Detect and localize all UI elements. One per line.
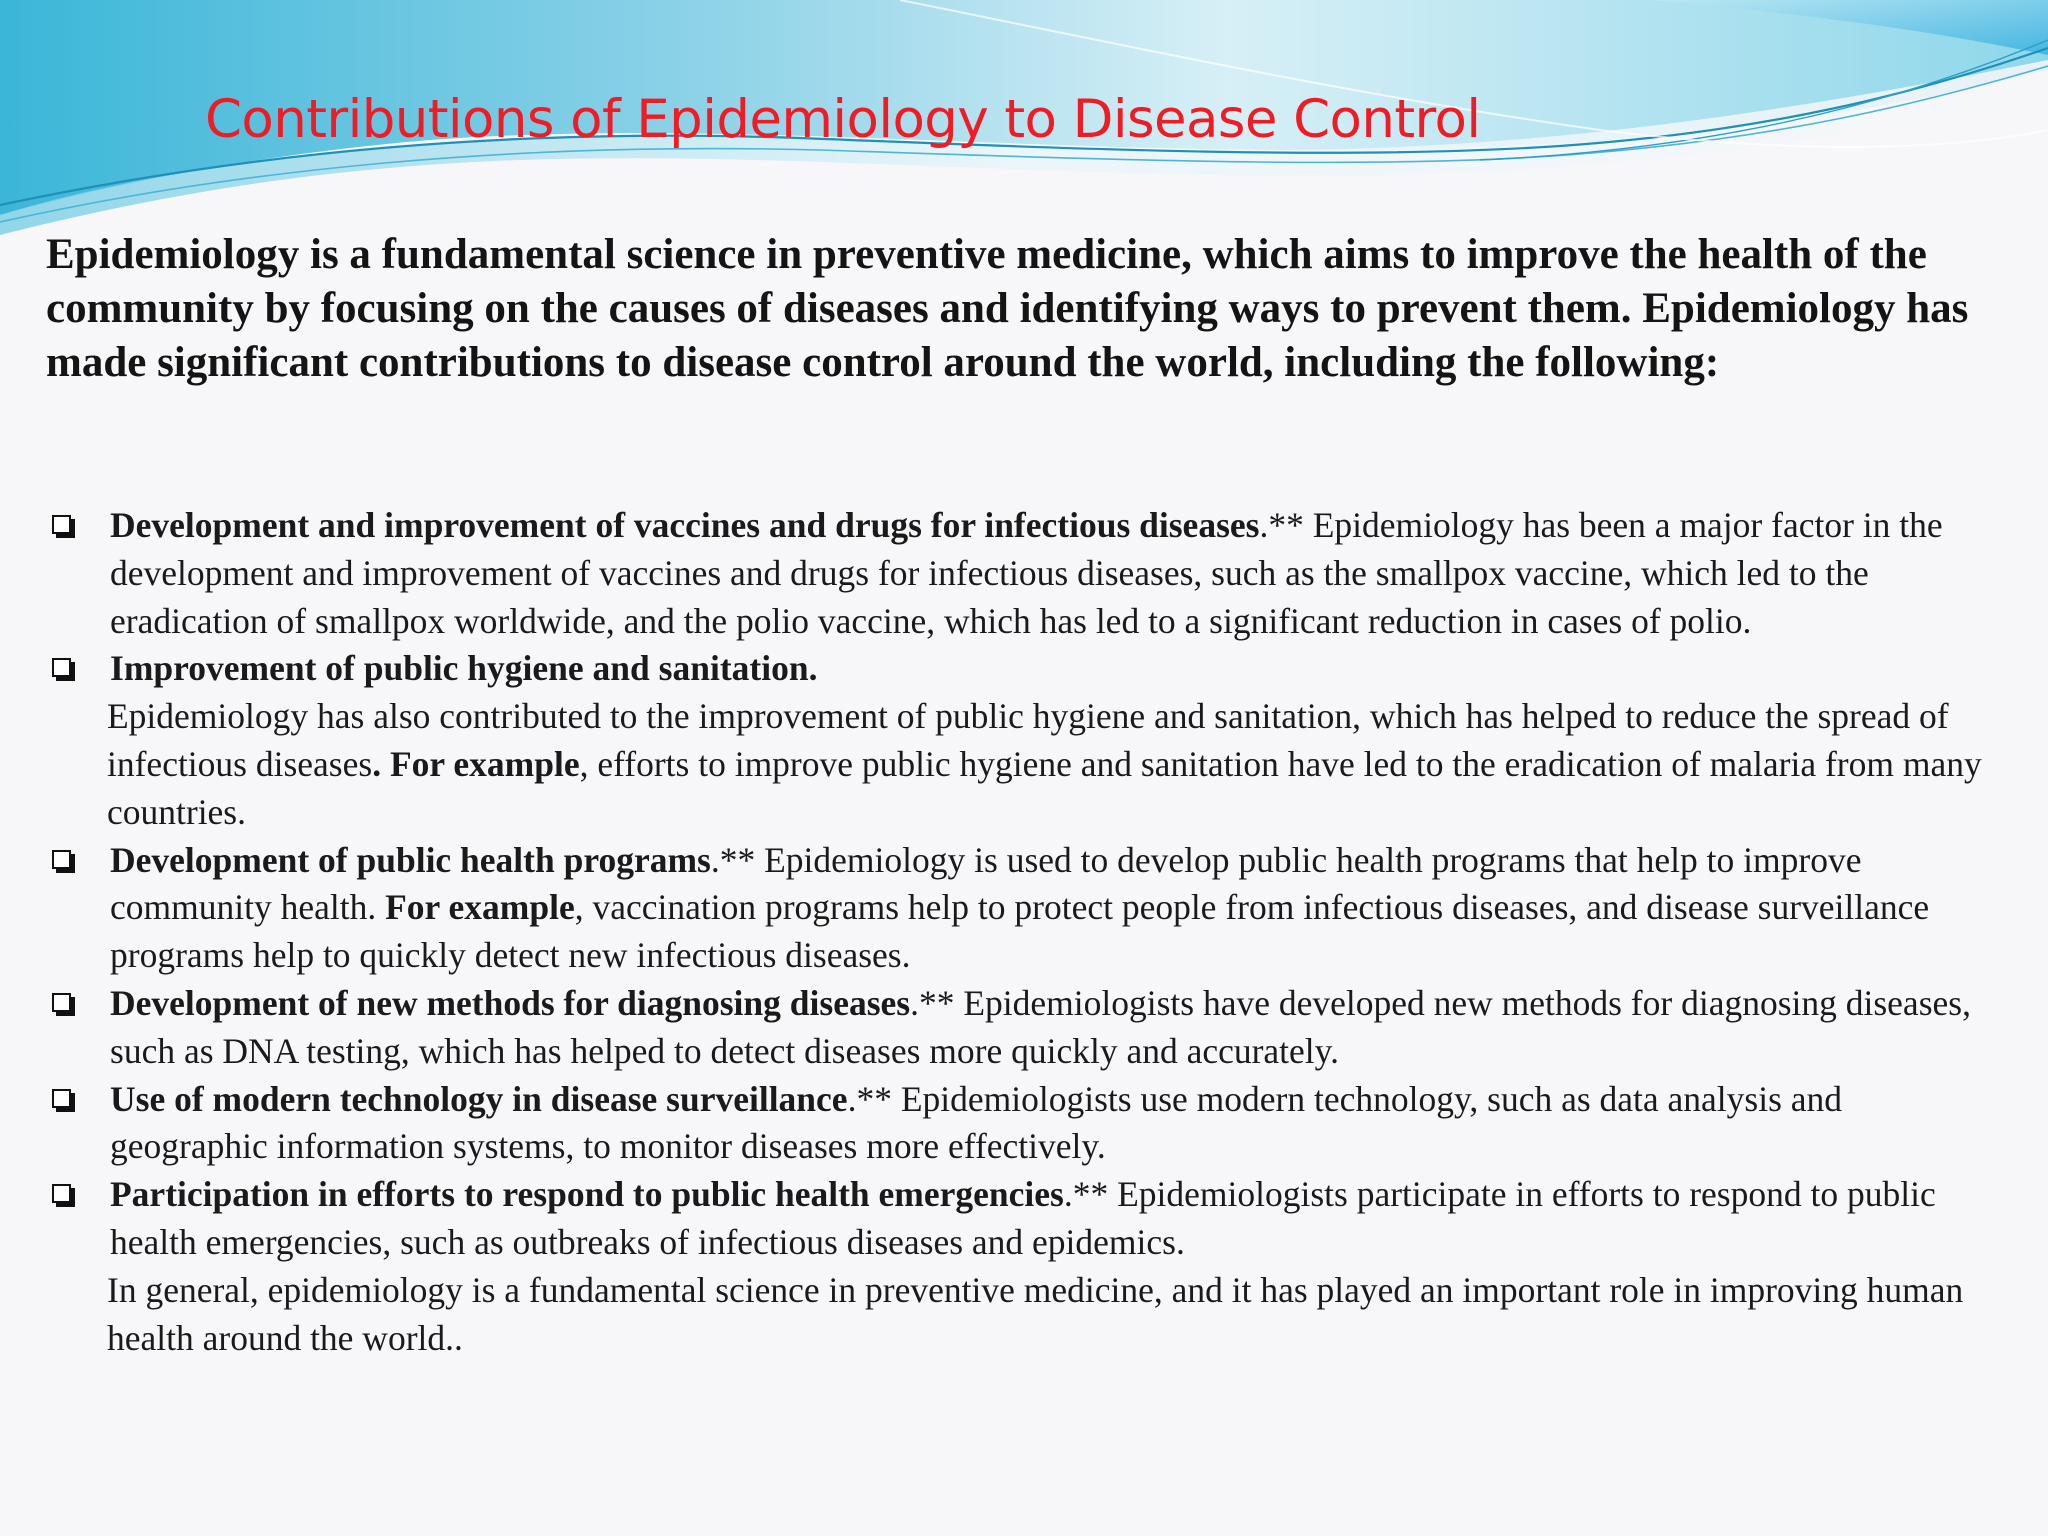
list-item [46, 645, 2008, 836]
list-item [46, 1171, 2008, 1267]
list-item [46, 1076, 2008, 1172]
checkbox-icon [52, 658, 71, 677]
slide-title: Contributions of Epidemiology to Disease Control [205, 89, 1481, 150]
contributions-list [46, 502, 2008, 1362]
list-item-body: .** Epidemiologists have developed new methods for diagnosing diseases, such as DNA testing, which has helped to detect diseases more quickly and accurately. [110, 982, 1971, 1071]
checkbox-icon [52, 515, 71, 534]
list-item-emphasis: For example [385, 887, 575, 928]
list-item [46, 980, 2008, 1076]
list-item-body: , efforts to improve public hygiene and sanitation have led to the eradication of malaria from many countries. [107, 743, 1982, 832]
list-item-body: .** Epidemiology has been a major factor in the development and improvement of vaccines and drugs for infectious diseases, such as the smallpox vaccine, which led to the eradication of smallpox worldwide, and the polio vaccine, which has led to a significant reduction in cases of polio. [110, 505, 1943, 641]
list-item-heading: Improvement of public hygiene and sanitation. [110, 648, 818, 689]
checkbox-icon [52, 1184, 71, 1203]
list-item-heading: Participation in efforts to respond to public health emergencies [110, 1174, 1064, 1215]
list-item-heading: Development and improvement of vaccines and drugs for infectious diseases [110, 505, 1260, 545]
conclusion-paragraph: In general, epidemiology is a fundamental science in preventive medicine, and it has played an important role in improving human health around the world.. [107, 1269, 1964, 1358]
list-item-body-block [107, 693, 2008, 836]
list-item-body: Epidemiology has also contributed to the improvement of public hygiene and sanitation, which has helped to reduce the spread of infectious diseases [107, 696, 1949, 784]
list-item-body: , vaccination programs help to protect people from infectious diseases, and disease surveillance programs help to quickly detect new infectious diseases. [110, 887, 1930, 976]
list-item [46, 837, 2008, 980]
list-item-body: .** Epidemiologists participate in efforts to respond to public health emergencies, such as outbreaks of infectious diseases and epidemics. [110, 1174, 1936, 1262]
list-item-heading: Development of new methods for diagnosing diseases [110, 982, 911, 1023]
checkbox-icon [52, 850, 71, 869]
checkbox-icon [52, 993, 71, 1012]
list-item-heading: Use of modern technology in disease surveillance [110, 1078, 848, 1119]
list-item-emphasis: . For example [372, 743, 580, 784]
list-item-heading: Development of public health programs [110, 839, 711, 880]
list-item [46, 502, 2008, 645]
intro-paragraph: Epidemiology is a fundamental science in preventive medicine, which aims to improve the health of the community by focusing on the causes of diseases and identifying ways to prevent them. Epidemiology has made significant contributions to disease control around the world, including the following: [46, 231, 1969, 386]
checkbox-icon [52, 1089, 71, 1108]
list-item-body: .** Epidemiologists use modern technology, such as data analysis and geographic information systems, to monitor diseases more effectively. [110, 1078, 1843, 1167]
list-item-body: .** Epidemiology is used to develop public health programs that help to improve community health. [110, 839, 1862, 928]
